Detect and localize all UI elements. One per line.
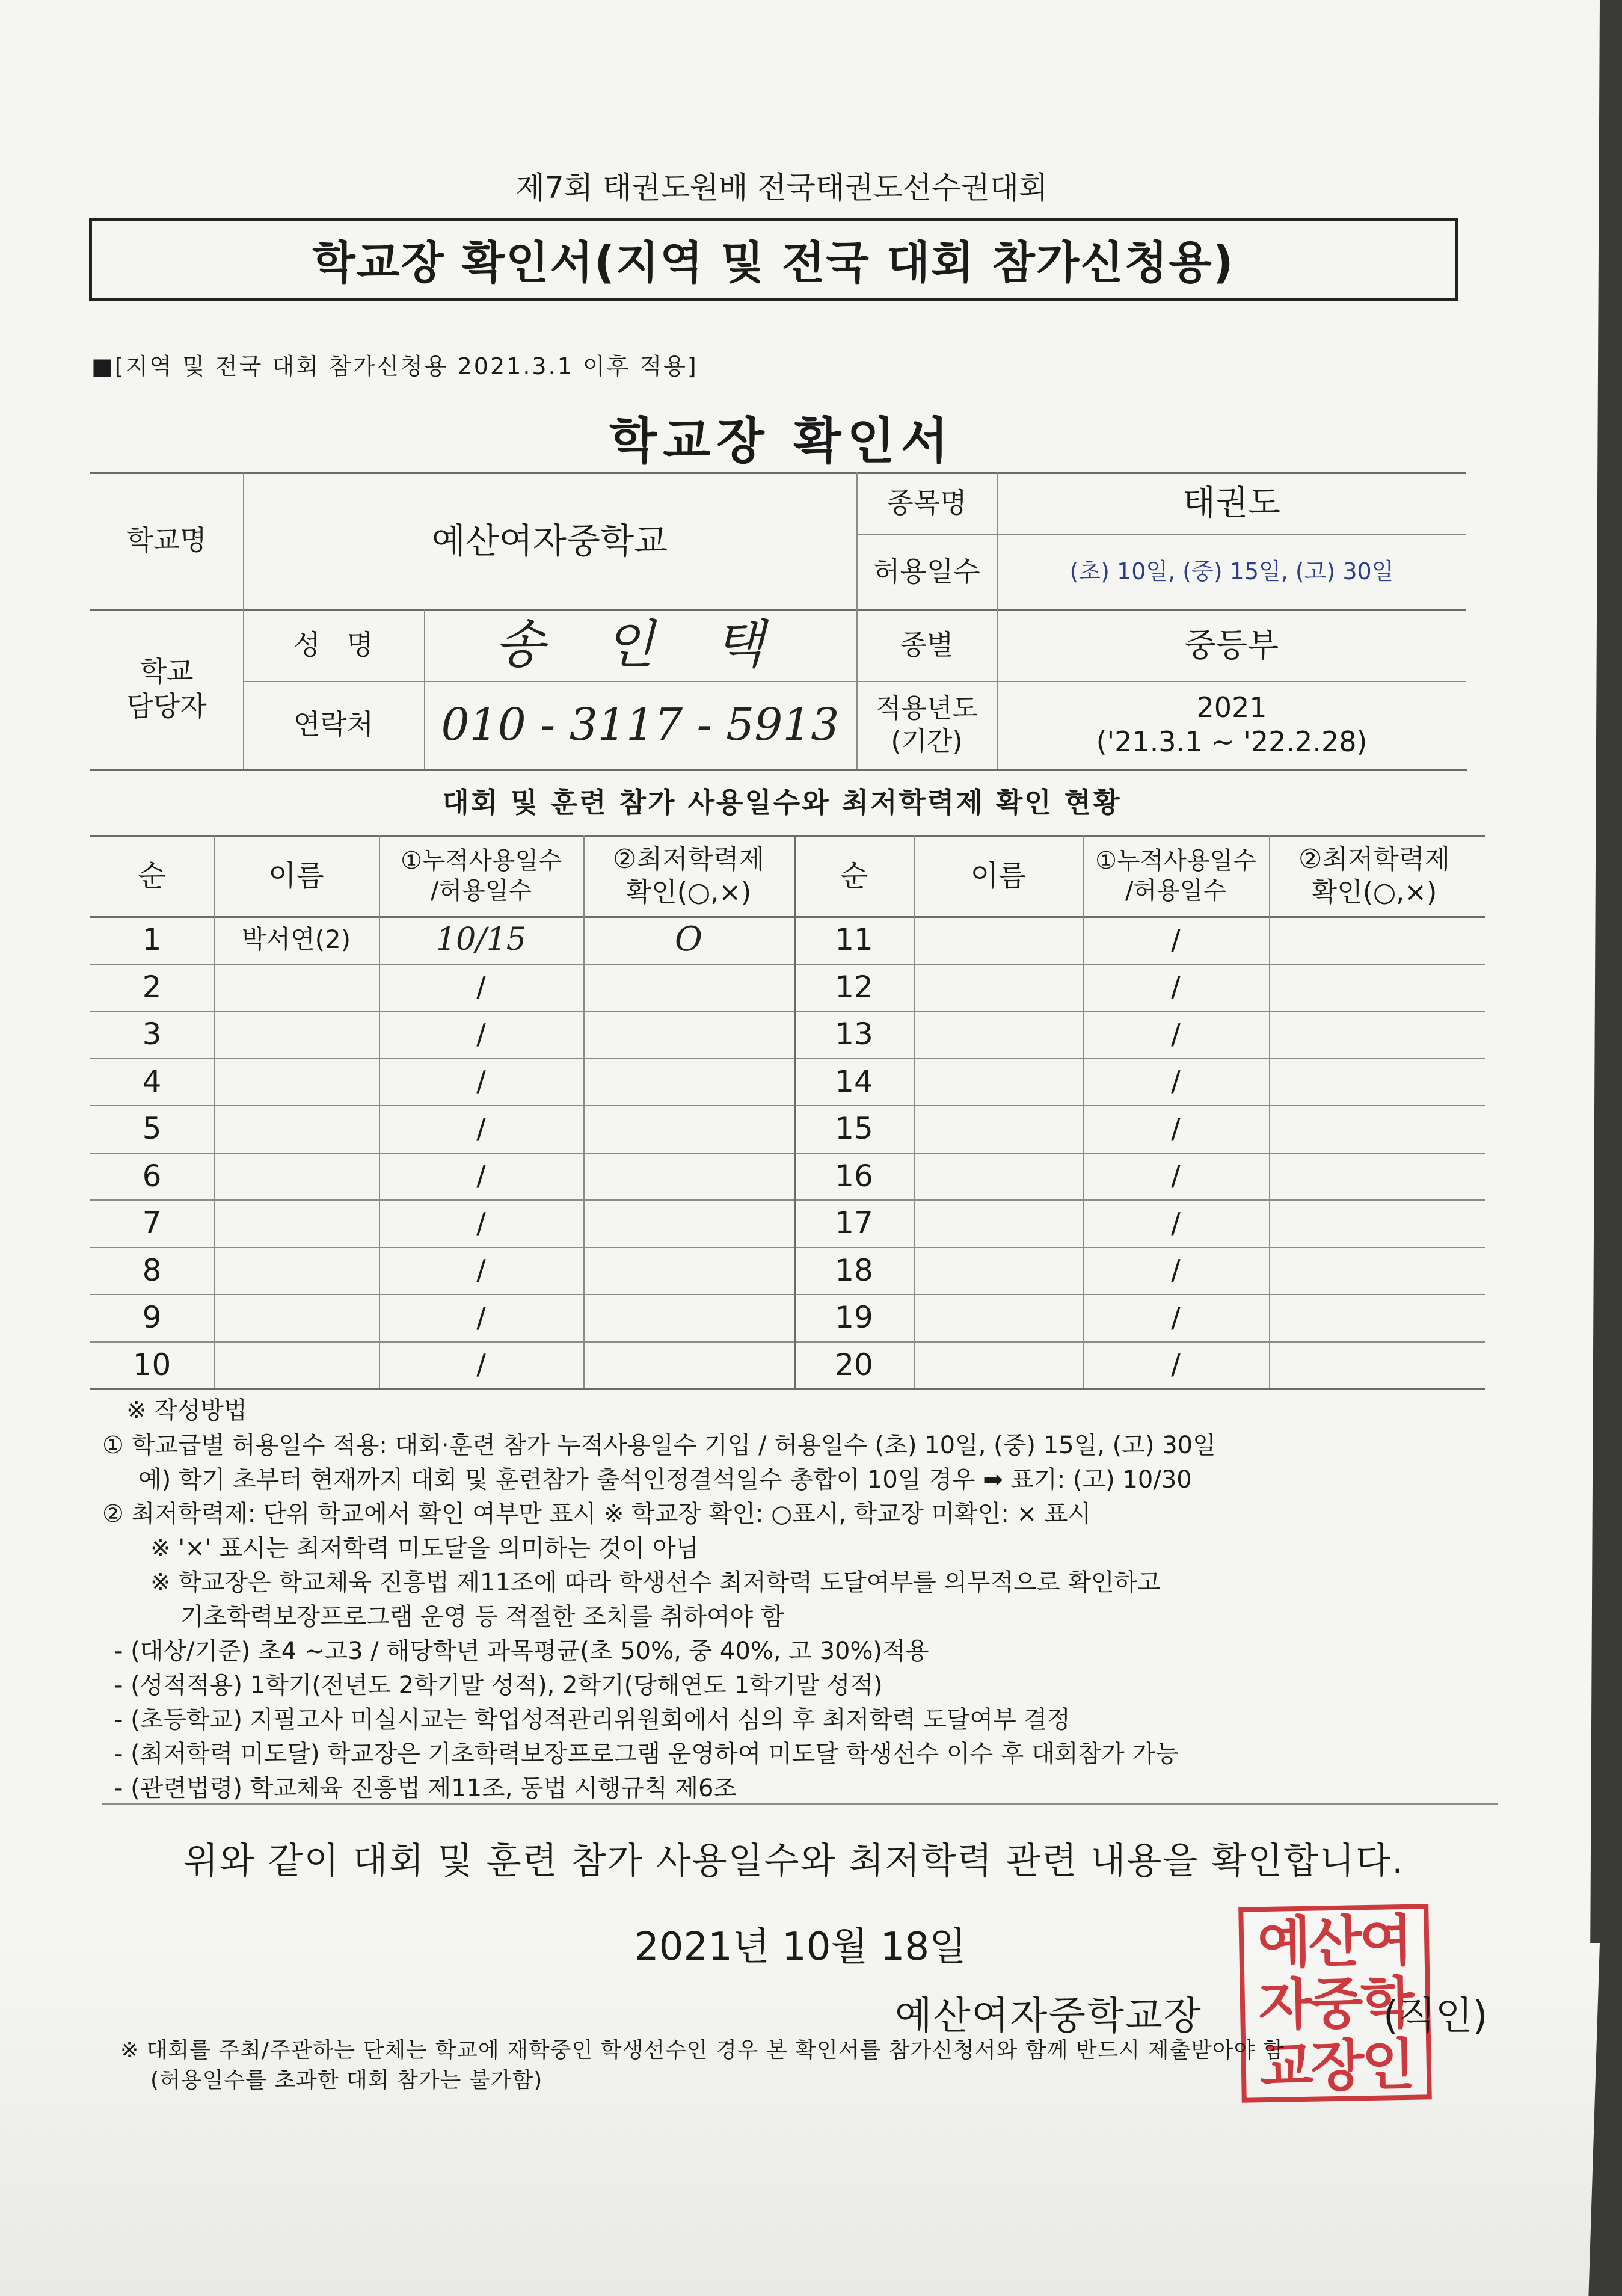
row-number: 12 <box>835 969 873 1005</box>
row-check <box>583 1294 794 1341</box>
row-number: 15 <box>835 1111 873 1146</box>
guide-line: 기초학력보장프로그램 운영 등 적절한 조치를 취하여야 함 <box>180 1603 784 1631</box>
contact-value-handwritten: 010 - 3117 - 5913 <box>441 698 840 751</box>
header-no: 순 <box>138 858 166 893</box>
row-days: / <box>476 1348 486 1380</box>
manager-label-line1: 학교 <box>140 655 194 688</box>
row-days: / <box>1171 1348 1181 1380</box>
row-days: / <box>1171 923 1181 956</box>
allowed-days-value: (초) 10일, (중) 15일, (고) 30일 <box>1069 558 1394 585</box>
row-number: 5 <box>142 1111 162 1146</box>
row-days: / <box>1171 1065 1181 1097</box>
header-days-line1: ①누적사용일수 <box>401 846 562 875</box>
row-check <box>1269 1199 1479 1247</box>
form-title-box <box>89 218 1458 301</box>
row-name <box>914 916 1083 964</box>
seal-text: (직인) <box>1383 1994 1488 2039</box>
header-no: 순 <box>840 858 868 893</box>
row-name <box>214 1294 379 1341</box>
sport-label: 종목명 <box>886 486 967 519</box>
row-check: O <box>675 920 702 959</box>
row-check <box>583 1247 794 1294</box>
header-check <box>1269 835 1479 916</box>
row-days: / <box>1171 1300 1181 1334</box>
row-check <box>1269 1011 1479 1058</box>
row-check <box>583 1058 794 1106</box>
row-days: / <box>476 970 486 1003</box>
row-number: 16 <box>835 1158 873 1193</box>
guide-line: ② 최저학력제: 단위 학교에서 확인 여부만 표시 ※ 학교장 확인: ○표시, 학교장 미확인: × 표시 <box>102 1500 1092 1528</box>
row-name <box>214 1341 379 1389</box>
row-name <box>914 1153 1083 1200</box>
school-value: 예산여자중학교 <box>431 520 668 561</box>
row-number: 17 <box>835 1205 873 1240</box>
row-name <box>914 1058 1083 1106</box>
row-name <box>914 1294 1083 1341</box>
official-seal-stamp: 예산여 자중학 교장인 <box>1238 1904 1432 2102</box>
year-value <box>997 681 1466 769</box>
row-days: / <box>476 1112 486 1145</box>
row-number: 13 <box>835 1017 873 1051</box>
header-check-line2: 확인(○,×) <box>1311 876 1437 908</box>
row-check <box>583 1011 794 1058</box>
row-check <box>1269 1105 1479 1153</box>
row-name <box>214 964 379 1011</box>
school-label: 학교명 <box>126 524 207 557</box>
row-number: 18 <box>835 1252 873 1288</box>
contact-label: 연락처 <box>293 708 374 741</box>
header-name: 이름 <box>268 858 324 893</box>
status-table <box>90 835 1485 1388</box>
year-label-line1: 적용년도 <box>875 693 978 724</box>
footnote-1: ※ 대회를 주최/주관하는 단체는 학교에 재학중인 학생선수인 경우 본 확인서를 참가신청서와 함께 반드시 제출받아야 함 <box>120 2038 1285 2063</box>
row-check <box>1269 916 1479 964</box>
row-check <box>583 1105 794 1153</box>
row-name <box>914 1011 1083 1058</box>
page-heading: 학교장 확인서 <box>609 413 954 470</box>
year-label-line2: (기간) <box>891 726 963 757</box>
row-number: 10 <box>132 1347 171 1382</box>
row-number: 2 <box>142 969 162 1005</box>
row-check <box>1269 1153 1479 1200</box>
year-label <box>856 681 997 769</box>
row-name <box>914 1341 1083 1389</box>
row-days: / <box>476 1300 486 1334</box>
row-check <box>583 1341 794 1389</box>
row-check <box>583 964 794 1011</box>
guide-line: - (관련법령) 학교체육 진흥법 제11조, 동법 시행규칙 제6조 <box>114 1774 737 1802</box>
guide-line: - (성적적용) 1학기(전년도 2학기말 성적), 2학기(당해연도 1학기말 성적) <box>114 1672 883 1699</box>
row-name <box>214 1058 379 1106</box>
row-check <box>1269 1058 1479 1106</box>
row-days: / <box>1171 1112 1181 1145</box>
row-name <box>214 1247 379 1294</box>
row-number: 4 <box>142 1063 162 1099</box>
row-name <box>214 1153 379 1200</box>
header-days-line1: ①누적사용일수 <box>1095 846 1256 875</box>
header-days <box>379 835 583 916</box>
guide-line: - (초등학교) 지필고사 미실시교는 학업성적관리위원회에서 심의 후 최저학력 도달여부 결정 <box>114 1706 1071 1734</box>
header-days-line2: /허용일수 <box>1125 876 1227 905</box>
principal-text: 예산여자중학교장 <box>895 1994 1202 2039</box>
guide-line: - (대상/기준) 초4 ~고3 / 해당학년 과목평균(초 50%, 중 40%, 고 30%)적용 <box>114 1637 929 1665</box>
row-name <box>214 1011 379 1058</box>
row-number: 14 <box>835 1063 873 1099</box>
year-value-line1: 2021 <box>1196 691 1267 724</box>
row-days: / <box>476 1254 486 1286</box>
row-days: / <box>1171 970 1181 1003</box>
row-number: 6 <box>142 1158 162 1193</box>
notice-line: ■[지역 및 전국 대회 참가신청용 2021.3.1 이후 적용] <box>91 353 698 380</box>
row-days: / <box>1171 1206 1181 1239</box>
row-days: / <box>476 1065 486 1097</box>
header-check-line1: ②최저학력제 <box>613 843 764 875</box>
row-name <box>914 1247 1083 1294</box>
table-rule <box>90 1388 1485 1390</box>
guide-line: ※ '×' 표시는 최저학력 미도달을 의미하는 것이 아님 <box>150 1534 699 1562</box>
date-text: 2021년 10월 18일 <box>634 1925 966 1969</box>
guide-title: ※ 작성방법 <box>126 1397 247 1424</box>
row-number: 7 <box>142 1205 162 1240</box>
guide-section <box>102 1396 1504 1829</box>
division-label: 종별 <box>900 628 954 661</box>
row-name <box>914 1105 1083 1153</box>
manager-label-line2: 담당자 <box>126 689 207 722</box>
manager-name-handwritten: 송 인 택 <box>494 614 786 675</box>
header-check-line2: 확인(○,×) <box>625 876 752 908</box>
header-days-line2: /허용일수 <box>430 876 532 905</box>
row-days: / <box>476 1017 486 1050</box>
row-name <box>214 1105 379 1153</box>
row-name: 박서연(2) <box>241 925 351 954</box>
footnote-2: (허용일수를 초과한 대회 참가는 불가함) <box>150 2068 543 2093</box>
event-title: 제7회 태권도원배 전국태권도선수권대회 <box>515 170 1048 205</box>
confirm-text: 위와 같이 대회 및 훈련 참가 사용일수와 최저학력 관련 내용을 확인합니다. <box>183 1840 1405 1882</box>
row-number: 11 <box>835 922 873 957</box>
manager-label <box>90 609 243 769</box>
status-heading: 대회 및 훈련 참가 사용일수와 최저학력제 확인 현황 <box>442 786 1122 819</box>
row-number: 1 <box>142 922 162 957</box>
row-check <box>1269 964 1479 1011</box>
row-check <box>583 1199 794 1247</box>
row-check <box>1269 1247 1479 1294</box>
form-title: 학교장 확인서(지역 및 전국 대회 참가신청용) <box>312 237 1235 289</box>
year-value-line2: ('21.3.1 ~ '22.2.28) <box>1096 725 1368 758</box>
row-number: 19 <box>835 1300 873 1335</box>
name-label: 성 명 <box>293 628 373 661</box>
row-number: 20 <box>835 1347 873 1382</box>
row-check <box>583 1153 794 1200</box>
row-days: / <box>1171 1254 1181 1286</box>
row-name <box>914 1199 1083 1247</box>
row-number: 9 <box>142 1300 162 1335</box>
row-days: / <box>1171 1017 1181 1050</box>
row-days: 10/15 <box>436 921 526 958</box>
row-check <box>1269 1341 1479 1389</box>
guide-line: ① 학교급별 허용일수 적용: 대회·훈련 참가 누적사용일수 기입 / 허용일수 (초) 10일, (중) 15일, (고) 30일 <box>102 1432 1216 1459</box>
row-number: 3 <box>142 1017 162 1051</box>
guide-line: - (최저학력 미도달) 학교장은 기초학력보장프로그램 운영하여 미도달 학생선수 이수 후 대회참가 가능 <box>114 1740 1179 1768</box>
row-days: / <box>476 1206 486 1239</box>
row-number: 8 <box>142 1252 162 1288</box>
guide-line: ※ 학교장은 학교체육 진흥법 제11조에 따라 학생선수 최저학력 도달여부를 의무적으로 확인하고 <box>150 1569 1161 1596</box>
row-days: / <box>1171 1159 1181 1192</box>
header-days <box>1083 835 1269 916</box>
guide-line: 예) 학기 초부터 현재까지 대회 및 훈련참가 출석인정결석일수 총합이 10일 경우 ➡ 표기: (고) 10/30 <box>138 1466 1192 1494</box>
row-name <box>914 964 1083 1011</box>
allowed-days-label: 허용일수 <box>873 555 980 588</box>
row-name <box>214 1199 379 1247</box>
division-value: 중등부 <box>1184 626 1279 664</box>
header-check <box>583 835 794 916</box>
row-days: / <box>476 1159 486 1192</box>
row-check <box>1269 1294 1479 1341</box>
header-check-line1: ②최저학력제 <box>1298 843 1450 875</box>
header-name: 이름 <box>970 858 1027 893</box>
sport-value: 태권도 <box>1182 483 1281 523</box>
